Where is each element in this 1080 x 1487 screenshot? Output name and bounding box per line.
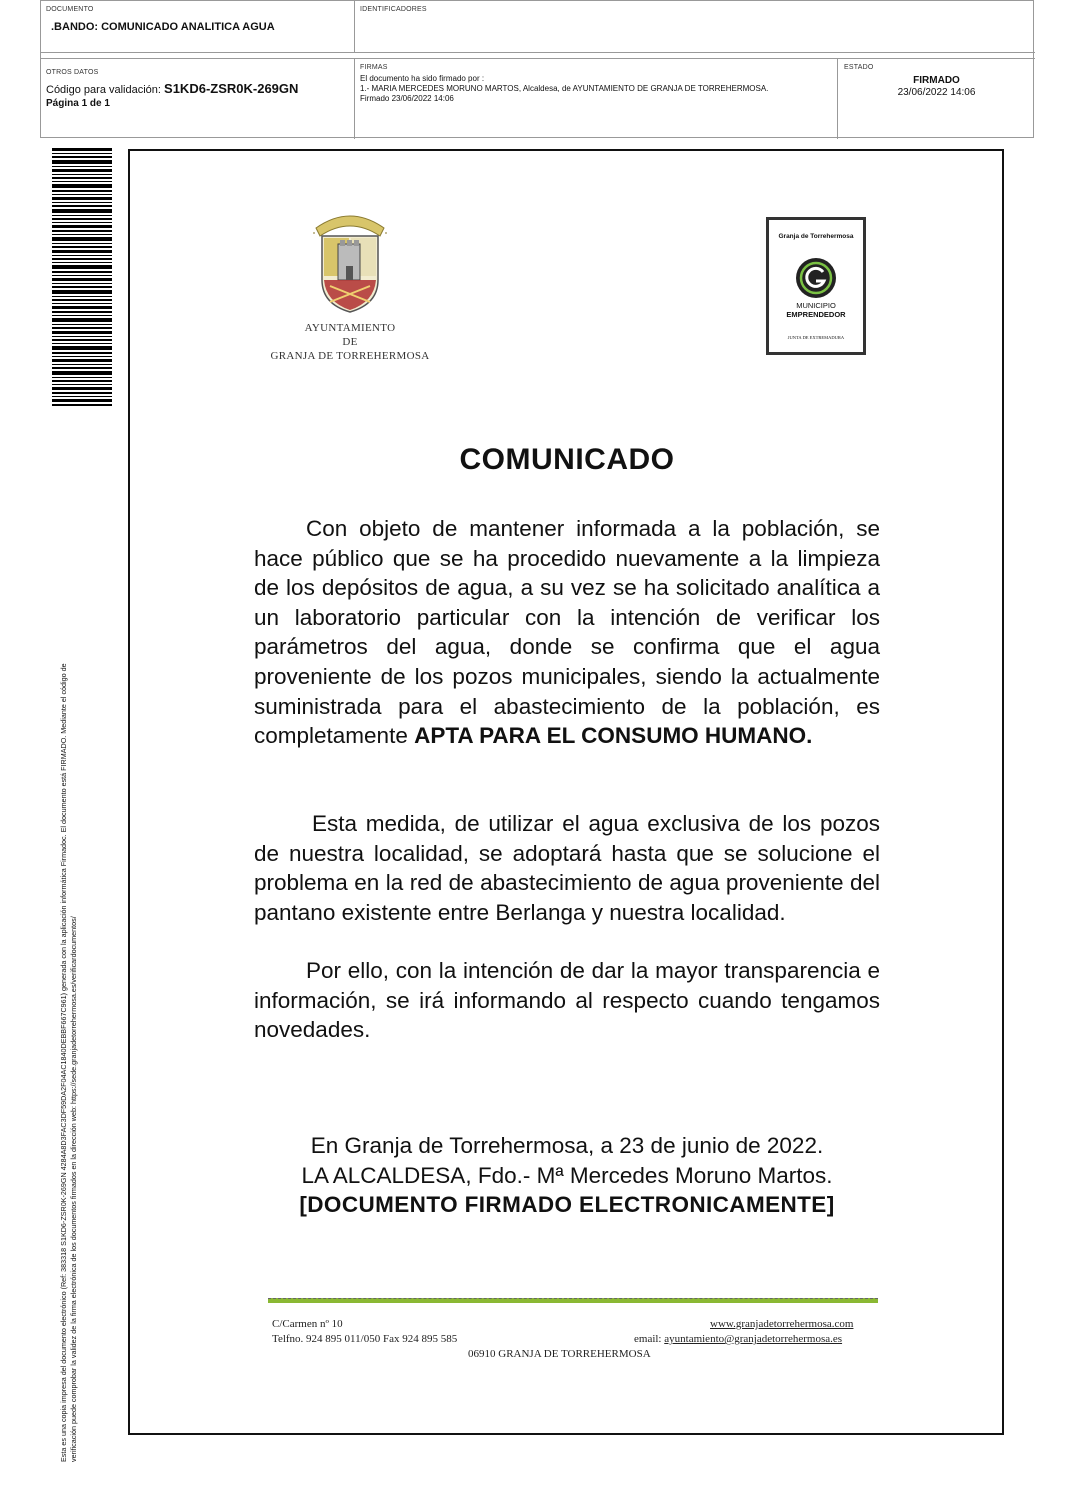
signature-line-2: 1.- MARIA MERCEDES MORUNO MARTOS, Alcaldesa, de AYUNTAMIENTO DE GRANJA DE TORREHERMOSA. [360,84,769,93]
closing-place-date: En Granja de Torrehermosa, a 23 de junio de 2022. [310,1133,824,1158]
coat-of-arms-icon [308,206,392,314]
paragraph-2 [254,809,880,927]
footer-divider [268,1298,878,1303]
letter-page [128,149,1004,1435]
badge-line-1: MUNICIPIO [796,301,836,310]
identificadores-label: IDENTIFICADORES [360,6,427,13]
documento-value: .BANDO: COMUNICADO ANALITICA AGUA [51,21,275,33]
otros-datos-label: OTROS DATOS [46,69,99,76]
badge-town: Granja de Torrehermosa [778,233,854,240]
paragraph-1-bold: APTA PARA EL CONSUMO HUMANO. [414,723,813,749]
status-value: FIRMADO [913,75,960,86]
signature-block [130,1131,1004,1220]
paragraph-2-text: Esta medida, de utilizar el agua exclusiva de los pozos de nuestra localidad, se adoptará hasta que se solucione el problema en la red de abastecimiento de agua proveniente del pantano existente entre Berlanga y nuestra localidad. [254,811,880,925]
signature-info [360,74,768,104]
closing-electronic-signature: [DOCUMENTO FIRMADO ELECTRONICAMENTE] [299,1192,835,1218]
documento-label: DOCUMENTO [46,6,94,13]
letterhead-line-2: DE [342,336,358,348]
badge-line-2: EMPRENDEDOR [786,310,846,319]
letterhead-line-3: GRANJA DE TORREHERMOSA [270,350,430,362]
validation-code-value: S1KD6-ZSR0K-269GN [164,81,299,96]
document-title: COMUNICADO [459,443,675,476]
side-text-line-1: Esta es una copia impresa del documento electrónico (Ref: 383318 S1KD6-ZSR0K-269GN 4284A8D3FAC3DF59DA2F04AC1840DEBBF667C961) generada con la aplicación informática Firmadoc. El documento está FIRMADO. Mediante el código de [59,663,68,1462]
footer-city: 06910 GRANJA DE TORREHERMOSA [468,1348,651,1360]
estado-cell [838,58,1035,139]
identificadores-cell [355,1,1035,53]
emprendedor-logo-icon [794,256,838,300]
validation-code-line [46,81,298,96]
footer-email-link[interactable]: ayuntamiento@granjadetorrehermosa.es [664,1333,843,1345]
footer-address: C/Carmen nº 10 [272,1318,343,1330]
barcode-icon [52,148,112,406]
page-counter: Página 1 de 1 [46,98,110,109]
footer-phone: Telfno. 924 895 011/050 Fax 924 895 585 [272,1333,458,1345]
firmas-cell [355,58,838,139]
validation-code-label: Código para validación: [46,84,161,96]
paragraph-1-text: Con objeto de mantener informada a la población, se hace público que se ha procedido nuevamente a la limpieza de los depósitos de agua, a su vez se ha solicitado analítica a un laboratorio particular con la intención de verificar los parámetros del agua, donde se confirma que el agua proveniente de los pozos municipales, siendo la actualmente suministrada para el abastecimiento de la población, es completamente [254,516,880,749]
signature-line-1: El documento ha sido firmado por : [360,74,485,83]
municipio-emprendedor-badge [766,217,866,355]
footer-email-label: email: [634,1333,662,1345]
status-date: 23/06/2022 14:06 [897,87,976,98]
letterhead-line-1: AYUNTAMIENTO [304,322,396,334]
closing-signer: LA ALCALDESA, Fdo.- Mª Mercedes Moruno Martos. [301,1162,833,1188]
paragraph-1 [254,514,880,751]
estado-label: ESTADO [844,64,874,71]
badge-junta: JUNTA DE EXTREMADURA [787,335,845,340]
signature-line-3: Firmado 23/06/2022 14:06 [360,94,454,103]
firmas-label: FIRMAS [360,64,388,71]
letterhead-organization [250,321,450,363]
verification-side-text [59,447,79,1462]
paragraph-3-text: Por ello, con la intención de dar la mayor transparencia e información, se irá informando al respecto cuando tengamos novedades. [254,958,880,1043]
documento-cell [41,1,355,53]
side-text-line-2: verificación puede comprobar la validez de la firma electrónica de los documentos firmados en la dirección web: https://sede.granjadetorrehermosa.es/verificardocumentos/ [69,916,78,1462]
document-header-table [40,0,1034,138]
paragraph-3 [254,956,880,1045]
footer-website-link[interactable]: www.granjadetorrehermosa.com [710,1318,854,1330]
otros-datos-cell [41,58,355,139]
footer-email [634,1333,842,1345]
